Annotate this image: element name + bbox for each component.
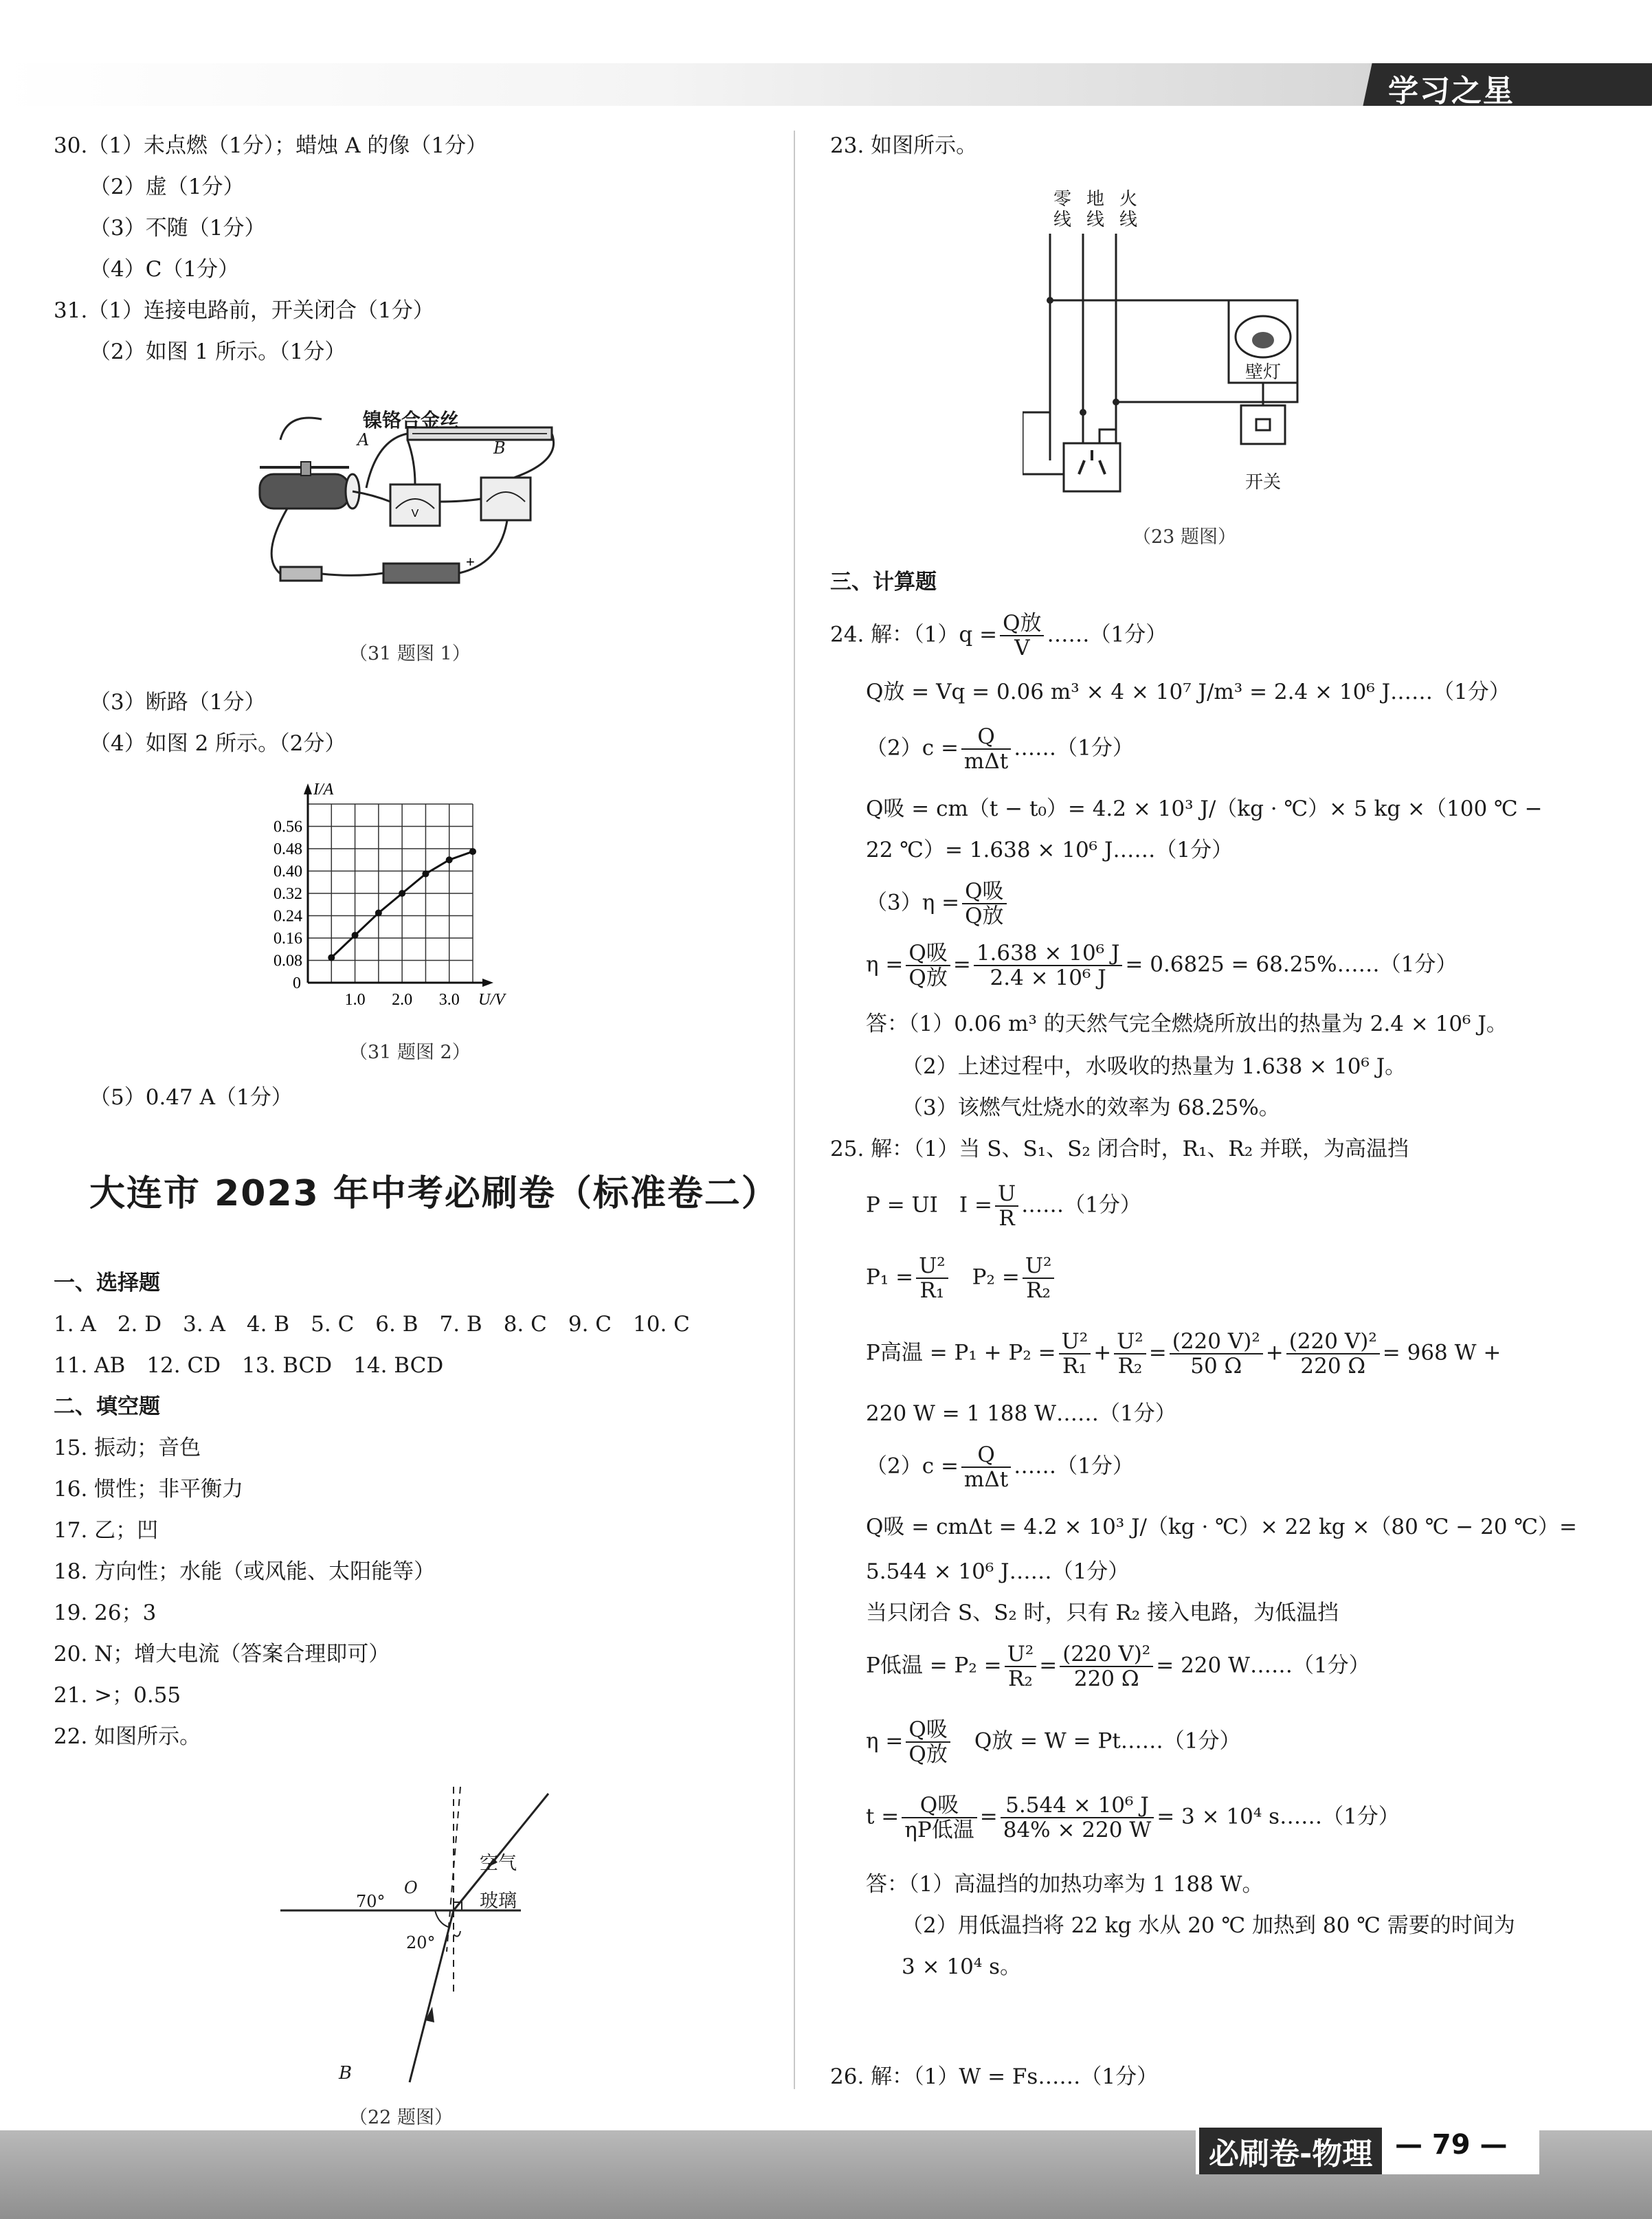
q31-line-4: （4）如图 2 所示。（2分） bbox=[89, 731, 346, 756]
switch bbox=[280, 567, 322, 581]
q25-line-5: 220 W = 1 188 W……（1分） bbox=[866, 1401, 1176, 1426]
q25-line-7: Q吸 = cmΔt = 4.2 × 10³ J/（kg · ℃）× 22 kg ×（80 ℃ − 20 ℃）= bbox=[866, 1515, 1578, 1539]
q25-line-12: t = $\frac{\text{Q吸}}{\text{ηP低温}}$ = $\frac{\text{5.544 × 10⁶ J}}{84\% \times 220 W}$ = 3 × 10⁴ s……（1分） bbox=[866, 1793, 1400, 1843]
brand-title: 学习之星 bbox=[1388, 74, 1515, 109]
q25-line-2: P = UI I = $\frac{U}{R}$ ……（1分） bbox=[866, 1181, 1141, 1231]
voltmeter bbox=[390, 484, 440, 526]
q25-line-1: 25. 解：（1）当 S、S₁、S₂ 闭合时，R₁、R₂ 并联，为高温挡 bbox=[830, 1137, 1409, 1161]
q23-line: 23. 如图所示。 bbox=[830, 133, 978, 158]
q24-line-4: Q吸 = cm（t − t₀）= 4.2 × 10³ J/（kg · ℃）× 5 kg ×（100 ℃ − bbox=[866, 796, 1543, 821]
q25-line-9: 当只闭合 S、S₂ 时，只有 R₂ 接入电路，为低温挡 bbox=[866, 1601, 1339, 1625]
fig23-switch-label: 开关 bbox=[1245, 472, 1282, 493]
rheostat bbox=[260, 474, 349, 509]
fig31-1-caption: （31 题图 1） bbox=[349, 643, 471, 665]
q25-line-8: 5.544 × 10⁶ J……（1分） bbox=[866, 1559, 1130, 1584]
q25-line-4: P高温 = P₁ + P₂ = $\frac{\text{U²}}{\text{R₁}}$ + $\frac{\text{U²}}{\text{R₂}}$ = $\frac{\text{(220 V)²}}{50 \Omega}$ + $\frac{\text{(220 V)²}}{220 \Omega}$ = 968 W + bbox=[866, 1329, 1502, 1379]
q25-line-3: P₁ = $\frac{\text{U²}}{\text{R₁}}$ P₂ = $\frac{\text{U²}}{\text{R₂}}$ bbox=[866, 1254, 1057, 1302]
y-tick-label: 0.48 bbox=[274, 840, 302, 858]
fig22-caption: （22 题图） bbox=[349, 2107, 453, 2128]
q31-line-2: （2）如图 1 所示。（1分） bbox=[89, 339, 346, 364]
q26-line-1: 26. 解：（1）W = Fs……（1分） bbox=[830, 2064, 1159, 2089]
svg-text:+: + bbox=[466, 553, 475, 570]
fig23-ground-label: 地线 bbox=[1086, 189, 1105, 230]
q25-line-10: P低温 = P₂ = $\frac{\text{U²}}{\text{R₂}}$ = $\frac{\text{(220 V)²}}{220 \Omega}$ = 220 W……（1分） bbox=[866, 1642, 1370, 1692]
x-axis-label: U/V bbox=[478, 991, 505, 1009]
q24-answer-3: （3）该燃气灶烧水的效率为 68.25%。 bbox=[902, 1095, 1280, 1120]
fill-20: 20. N；增大电流（答案合理即可） bbox=[54, 1642, 390, 1666]
q24-line-6: （3）η = $\frac{\text{Q吸}}{\text{Q放}}$ bbox=[866, 880, 1009, 928]
fig22-point-b: B bbox=[339, 2063, 353, 2084]
switch-box bbox=[1241, 405, 1285, 444]
y-axis-arrow bbox=[304, 783, 312, 794]
fig23-fire-label: 火线 bbox=[1119, 189, 1138, 230]
q24-line-1: 24. 解：（1）q = $\frac{\text{Q放}}{V}$ ……（1分） bbox=[830, 611, 1168, 661]
fig22-glass-label: 玻璃 bbox=[480, 1891, 517, 1912]
fig22-angle-70: 70° bbox=[356, 1892, 386, 1911]
fill-19: 19. 26；3 bbox=[54, 1601, 157, 1625]
data-point bbox=[328, 954, 335, 961]
data-point bbox=[469, 848, 476, 855]
fig31-1-label-a: A bbox=[357, 430, 370, 449]
fig23-zero-label: 零线 bbox=[1053, 189, 1072, 230]
footer-label: 必刷卷-物理 bbox=[1199, 2128, 1382, 2174]
fig22-angle-20: 20° bbox=[406, 1933, 436, 1952]
svg-text:V: V bbox=[411, 508, 419, 520]
q25-answer-1: 答：（1）高温挡的加热功率为 1 188 W。 bbox=[866, 1872, 1264, 1897]
fill-15: 15. 振动；音色 bbox=[54, 1436, 201, 1460]
q30-line-2: （2）虚（1分） bbox=[89, 175, 245, 199]
battery bbox=[383, 564, 459, 583]
choice-answers-2: 11. AB 12. CD 13. BCD 14. BCD bbox=[54, 1353, 444, 1378]
q25-line-11: η = $\frac{\text{Q吸}}{\text{Q放}}$ Q放 = W = Pt……（1分） bbox=[866, 1717, 1241, 1768]
q25-line-6: （2）c = $\frac{Q}{\text{mΔt}}$ ……（1分） bbox=[866, 1442, 1134, 1493]
data-point bbox=[352, 932, 359, 939]
page-number: — 79 — bbox=[1395, 2129, 1508, 2161]
fill-21: 21. >；0.55 bbox=[54, 1683, 181, 1708]
y-tick-label: 0.16 bbox=[274, 930, 302, 948]
fig31-1-label-b: B bbox=[493, 438, 506, 458]
x-tick-label: 2.0 bbox=[392, 991, 413, 1009]
q24-line-3: （2）c = $\frac{Q}{\text{mΔt}}$ ……（1分） bbox=[866, 724, 1134, 774]
x-tick-label: 1.0 bbox=[344, 991, 366, 1009]
data-point bbox=[399, 890, 405, 897]
q31-line-1: 31.（1）连接电路前，开关闭合（1分） bbox=[54, 298, 434, 323]
fig23-lamp-label: 壁灯 bbox=[1245, 362, 1282, 383]
q31-line-3: （3）断路（1分） bbox=[89, 690, 266, 715]
fig22-point-o: O bbox=[404, 1878, 418, 1897]
fig31-1-wire-label: 镍铬合金丝 bbox=[363, 409, 460, 432]
x-axis-arrow bbox=[482, 979, 493, 987]
fill-16: 16. 惯性；非平衡力 bbox=[54, 1477, 244, 1502]
y-tick-label: 0.32 bbox=[274, 885, 302, 903]
q24-line-5: 22 ℃）= 1.638 × 10⁶ J……（1分） bbox=[866, 838, 1234, 862]
y-tick-label: 0.40 bbox=[274, 862, 302, 881]
q25-answer-3: 3 × 10⁴ s。 bbox=[902, 1954, 1022, 1979]
exam-title: 大连市 2023 年中考必刷卷（标准卷二） bbox=[89, 1173, 779, 1214]
y-tick-label: 0.24 bbox=[274, 907, 302, 926]
column-divider bbox=[794, 131, 795, 2089]
q30-line-1: 30.（1）未点燃（1分）；蜡烛 A 的像（1分） bbox=[54, 133, 488, 158]
q25-answer-2: （2）用低温挡将 22 kg 水从 20 ℃ 加热到 80 ℃ 需要的时间为 bbox=[902, 1913, 1515, 1938]
fig22-air-label: 空气 bbox=[480, 1853, 517, 1874]
origin-label: 0 bbox=[293, 974, 301, 992]
fill-18: 18. 方向性；水能（或风能、太阳能等） bbox=[54, 1559, 436, 1584]
fill-17: 17. 乙；凹 bbox=[54, 1518, 159, 1543]
section-calc: 三、计算题 bbox=[830, 570, 937, 594]
data-point bbox=[422, 871, 429, 878]
q24-line-7: η = $\frac{\text{Q吸}}{\text{Q放}}$ = $\frac{\text{1.638 × 10⁶ J}}{\text{2.4 × 10⁶ J}}$ = 0.6825 = 68.25%……（1分） bbox=[866, 941, 1458, 991]
section-choice: 一、选择题 bbox=[54, 1271, 160, 1295]
y-tick-label: 0.08 bbox=[274, 952, 302, 970]
data-point bbox=[375, 909, 382, 916]
q30-line-4: （4）C（1分） bbox=[89, 257, 240, 282]
q24-line-2: Q放 = Vq = 0.06 m³ × 4 × 10⁷ J/m³ = 2.4 × 10⁶ J……（1分） bbox=[866, 680, 1510, 704]
q30-line-3: （3）不随（1分） bbox=[89, 216, 266, 241]
q24-answer-2: （2）上述过程中，水吸收的热量为 1.638 × 10⁶ J。 bbox=[902, 1054, 1407, 1079]
fill-22: 22. 如图所示。 bbox=[54, 1724, 201, 1749]
fig31-2-caption: （31 题图 2） bbox=[349, 1042, 471, 1063]
section-fill: 二、填空题 bbox=[54, 1394, 160, 1419]
iu-chart bbox=[253, 777, 596, 1024]
q24-answer-1: 答：（1）0.06 m³ 的天然气完全燃烧所放出的热量为 2.4 × 10⁶ J。 bbox=[866, 1012, 1508, 1036]
data-point bbox=[446, 856, 453, 863]
fig23-caption: （23 题图） bbox=[1132, 526, 1236, 548]
refraction-figure-22 bbox=[280, 1787, 596, 2089]
y-axis-label: I/A bbox=[313, 781, 334, 799]
x-tick-label: 3.0 bbox=[438, 991, 460, 1009]
y-tick-label: 0.56 bbox=[274, 818, 302, 836]
wiring-figure-23 bbox=[1023, 192, 1352, 529]
q31-line-5: （5）0.47 A（1分） bbox=[89, 1085, 293, 1110]
choice-answers-1: 1. A 2. D 3. A 4. B 5. C 6. B 7. B 8. C 9. C 10. C bbox=[54, 1312, 690, 1337]
